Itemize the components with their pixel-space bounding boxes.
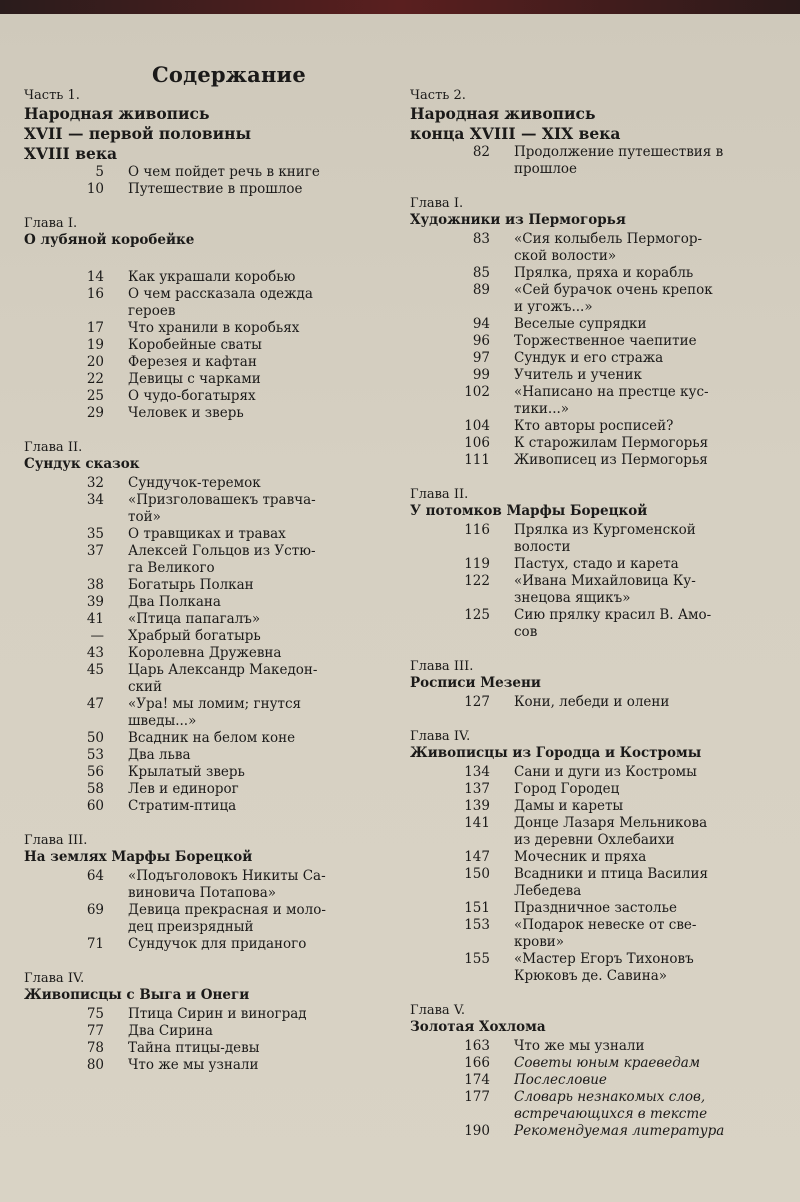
toc-entry-title: Что же мы узнали xyxy=(128,1057,259,1073)
chapter-title: На землях Марфы Борецкой xyxy=(24,849,253,865)
toc-page-number: 166 xyxy=(464,1055,490,1071)
toc-entry-title: Всадник на белом коне xyxy=(128,730,296,746)
toc-page-number: 58 xyxy=(86,781,104,797)
toc-entry xyxy=(24,1057,399,1074)
toc-page-number: 39 xyxy=(86,594,104,610)
chapter-title: О лубяной коробейке xyxy=(24,232,195,248)
toc-entry-title: Крылатый зверь xyxy=(128,764,245,780)
toc-page-number: 71 xyxy=(86,936,104,952)
toc-entry xyxy=(410,556,785,573)
toc-entry-title: Человек и зверь xyxy=(128,405,244,421)
toc-entry xyxy=(410,1038,785,1055)
chapter-title: Живописцы с Выга и Онеги xyxy=(24,987,250,1003)
toc-entry xyxy=(410,1055,785,1072)
toc-page-number: 174 xyxy=(464,1072,490,1088)
toc-entry-title: «Подъголовокъ Никиты Са- виновича Потапова» xyxy=(128,868,326,901)
left-column xyxy=(24,88,399,1074)
toc-page-number: 96 xyxy=(472,333,490,349)
toc-page-number: 60 xyxy=(86,798,104,814)
toc-entry xyxy=(410,900,785,917)
toc-entry xyxy=(24,730,399,747)
toc-page-number: 5 xyxy=(95,164,104,180)
toc-entry-title: «Птица папагалъ» xyxy=(128,611,261,627)
toc-entry xyxy=(24,164,399,181)
toc-page-number: 19 xyxy=(86,337,104,353)
toc-entry xyxy=(24,337,399,354)
toc-page-number: 111 xyxy=(464,452,490,468)
toc-page-number: 122 xyxy=(464,573,490,589)
toc-entry-title: О чем рассказала одежда героев xyxy=(128,286,313,319)
toc-entry-title: «Написано на престце кус- тики...» xyxy=(514,384,709,417)
toc-page-number: 85 xyxy=(472,265,490,281)
chapter-section xyxy=(410,196,785,469)
toc-entry-title: «Сия колыбель Пермогор- ской волости» xyxy=(514,231,703,264)
chapter-label: Глава III. xyxy=(410,659,474,674)
toc-entry xyxy=(410,849,785,866)
chapter-section xyxy=(24,440,399,815)
toc-entry xyxy=(24,868,399,902)
toc-page-number: 64 xyxy=(86,868,104,884)
toc-entry xyxy=(24,371,399,388)
toc-entry-title: Город Городец xyxy=(514,781,620,797)
toc-entry-title: «Призголовашекъ травча- той» xyxy=(128,492,316,525)
toc-page-number: 34 xyxy=(86,492,104,508)
chapter-label: Глава V. xyxy=(410,1003,466,1018)
toc-entry-title: Прялка, пряха и корабль xyxy=(514,265,694,281)
toc-entry-title: Прялка из Кургоменской волости xyxy=(514,522,696,555)
toc-entry-title: Всадники и птица Василия Лебедева xyxy=(514,866,708,899)
chapter-section xyxy=(24,216,399,422)
toc-entry-title: Коробейные сваты xyxy=(128,337,262,353)
toc-page-number: 83 xyxy=(472,231,490,247)
toc-entry-title: Путешествие в прошлое xyxy=(128,181,303,197)
toc-entry-title: Царь Александр Македон- ский xyxy=(128,662,318,695)
toc-entry xyxy=(410,573,785,607)
chapter-title: Сундук сказок xyxy=(24,456,140,472)
toc-entry-title: О чудо-богатырях xyxy=(128,388,256,404)
toc-page-number: 25 xyxy=(86,388,104,404)
chapter-label: Глава I. xyxy=(410,196,464,211)
toc-entry-title: Птица Сирин и виноград xyxy=(128,1006,307,1022)
toc-entry-title: Торжественное чаепитие xyxy=(514,333,697,349)
toc-page-number: 38 xyxy=(86,577,104,593)
toc-page-number: 151 xyxy=(464,900,490,916)
chapter-label: Глава II. xyxy=(410,487,469,502)
toc-page-number: 104 xyxy=(464,418,490,434)
spacer xyxy=(24,251,399,269)
chapter-section xyxy=(410,729,785,985)
toc-entry xyxy=(24,662,399,696)
toc-entry xyxy=(410,144,785,178)
toc-entry xyxy=(410,350,785,367)
toc-entry xyxy=(24,594,399,611)
toc-entry-title: Кони, лебеди и олени xyxy=(514,694,670,710)
toc-entry-title: Два льва xyxy=(128,747,191,763)
toc-page-number: 14 xyxy=(86,269,104,285)
toc-entry xyxy=(24,181,399,198)
toc-entry xyxy=(24,645,399,662)
toc-page-number: 82 xyxy=(472,144,490,160)
toc-page-number: 99 xyxy=(472,367,490,383)
toc-entry xyxy=(24,1040,399,1057)
toc-entry xyxy=(24,354,399,371)
toc-page-number: 190 xyxy=(464,1123,490,1139)
toc-entry xyxy=(410,231,785,265)
toc-entry xyxy=(410,367,785,384)
toc-page-number: 16 xyxy=(86,286,104,302)
toc-entry-title: Стратим-птица xyxy=(128,798,237,814)
chapter-label: Глава II. xyxy=(24,440,83,455)
toc-page-number: 147 xyxy=(464,849,490,865)
toc-entry-title: Алексей Гольцов из Устю- га Великого xyxy=(128,543,316,576)
toc-page-number: 47 xyxy=(86,696,104,712)
toc-entry xyxy=(24,269,399,286)
toc-entry-title: «Ура! мы ломим; гнутся шведы...» xyxy=(128,696,302,729)
toc-entry-title: Королевна Дружевна xyxy=(128,645,282,661)
toc-entry xyxy=(24,475,399,492)
toc-entry xyxy=(24,543,399,577)
toc-entry xyxy=(24,320,399,337)
chapter-label: Глава IV. xyxy=(24,971,85,986)
toc-entry-title: Праздничное застолье xyxy=(514,900,677,916)
toc-entry xyxy=(24,628,399,645)
toc-entry-title: Сундучок для приданого xyxy=(128,936,307,952)
toc-entry xyxy=(410,764,785,781)
chapter-label: Глава IV. xyxy=(410,729,471,744)
toc-entry-title: Живописец из Пермогорья xyxy=(514,452,708,468)
toc-entry xyxy=(410,781,785,798)
toc-entry-title: Учитель и ученик xyxy=(514,367,642,383)
toc-entry-title: Словарь незнакомых слов, встречающихся в тексте xyxy=(514,1089,708,1122)
chapter-title: Золотая Хохлома xyxy=(410,1019,546,1035)
toc-page-number: 141 xyxy=(464,815,490,831)
toc-page-number: 177 xyxy=(464,1089,490,1105)
toc-entry-title: Мочесник и пряха xyxy=(514,849,647,865)
toc-entry xyxy=(410,282,785,316)
toc-page-number: 22 xyxy=(86,371,104,387)
toc-entry-title: «Сей бурачок очень крепок и угожъ...» xyxy=(514,282,713,315)
part-label: Часть 1. xyxy=(24,88,80,103)
toc-entry xyxy=(24,492,399,526)
toc-page-number: 45 xyxy=(86,662,104,678)
toc-page-number: 89 xyxy=(472,282,490,298)
toc-entry-title: Дамы и кареты xyxy=(514,798,624,814)
chapter-section xyxy=(24,971,399,1074)
toc-entry-title: Донце Лазаря Мельникова из деревни Охлебаихи xyxy=(514,815,708,848)
part-title: Народная живопись XVII — первой половины XVIII века xyxy=(24,104,251,163)
toc-entry-title: О чем пойдет речь в книге xyxy=(128,164,320,180)
toc-entry-title: Девицы с чарками xyxy=(128,371,261,387)
toc-page-number: 155 xyxy=(464,951,490,967)
toc-entry xyxy=(24,936,399,953)
toc-page-number: 125 xyxy=(464,607,490,623)
toc-page-number: 20 xyxy=(86,354,104,370)
toc-entry-title: Тайна птицы-девы xyxy=(128,1040,260,1056)
toc-page-number: 137 xyxy=(464,781,490,797)
toc-entry xyxy=(410,1072,785,1089)
toc-page-number: 94 xyxy=(472,316,490,332)
toc-entry xyxy=(410,316,785,333)
toc-entry xyxy=(24,696,399,730)
toc-entry xyxy=(24,1023,399,1040)
chapter-title: Живописцы из Городца и Костромы xyxy=(410,745,702,761)
toc-entry xyxy=(24,1006,399,1023)
toc-entry-title: Рекомендуемая литература xyxy=(514,1123,725,1139)
toc-entry xyxy=(410,1089,785,1123)
part-label: Часть 2. xyxy=(410,88,466,103)
toc-page-number: 139 xyxy=(464,798,490,814)
chapter-label: Глава I. xyxy=(24,216,78,231)
toc-entry xyxy=(410,951,785,985)
toc-entry-title: Что хранили в коробьях xyxy=(128,320,300,336)
toc-page-number: 77 xyxy=(86,1023,104,1039)
toc-page-number: 163 xyxy=(464,1038,490,1054)
toc-page-number: 75 xyxy=(86,1006,104,1022)
chapter-section xyxy=(410,659,785,711)
part-heading xyxy=(24,88,399,164)
toc-entry-title: Сию прялку красил В. Амо- сов xyxy=(514,607,712,640)
toc-entry-title: Советы юным краеведам xyxy=(514,1055,701,1071)
toc-entry xyxy=(24,405,399,422)
toc-entry-title: Богатырь Полкан xyxy=(128,577,254,593)
toc-page-number: 41 xyxy=(86,611,104,627)
toc-page-number: 119 xyxy=(464,556,490,572)
toc-entry xyxy=(410,798,785,815)
toc-entry xyxy=(24,781,399,798)
toc-entry xyxy=(24,526,399,543)
chapter-label: Глава III. xyxy=(24,833,88,848)
toc-page-number: 102 xyxy=(464,384,490,400)
toc-entry xyxy=(410,607,785,641)
toc-page-number: 56 xyxy=(86,764,104,780)
toc-page-number: 150 xyxy=(464,866,490,882)
toc-page-number: 10 xyxy=(86,181,104,197)
toc-entry-title: Веселые супрядки xyxy=(514,316,647,332)
toc-page-number: 127 xyxy=(464,694,490,710)
toc-entry-title: Послесловие xyxy=(514,1072,607,1088)
toc-entry xyxy=(24,611,399,628)
toc-entry xyxy=(410,917,785,951)
toc-page-number: 69 xyxy=(86,902,104,918)
toc-entry-title: Храбрый богатырь xyxy=(128,628,261,644)
toc-entry xyxy=(24,577,399,594)
toc-page-number: 80 xyxy=(86,1057,104,1073)
toc-page-number: 106 xyxy=(464,435,490,451)
toc-page-number: — xyxy=(90,628,104,644)
chapter-title: Художники из Пермогорья xyxy=(410,212,626,228)
chapter-title: У потомков Марфы Борецкой xyxy=(410,503,648,519)
toc-entry-title: О травщиках и травах xyxy=(128,526,286,542)
toc-entry xyxy=(24,388,399,405)
toc-page-number: 97 xyxy=(472,350,490,366)
toc-page-number: 78 xyxy=(86,1040,104,1056)
toc-page-number: 134 xyxy=(464,764,490,780)
chapter-section xyxy=(24,833,399,953)
toc-entry-title: Сундучок-теремок xyxy=(128,475,261,491)
book-edge xyxy=(0,0,800,14)
toc-entry xyxy=(24,747,399,764)
toc-entry-title: К старожилам Пермогорья xyxy=(514,435,709,451)
toc-entry-title: Лев и единорог xyxy=(128,781,239,797)
toc-page-number: 29 xyxy=(86,405,104,421)
toc-entry xyxy=(410,333,785,350)
toc-entry-title: «Мастер Егоръ Тихоновъ Крюковъ де. Савина» xyxy=(514,951,694,984)
toc-entry-title: «Ивана Михайловица Ку- знецова ящикъ» xyxy=(514,573,696,606)
toc-entry xyxy=(24,286,399,320)
toc-page-number: 50 xyxy=(86,730,104,746)
toc-entry xyxy=(410,452,785,469)
page-title: Содержание xyxy=(152,62,306,87)
toc-page-number: 53 xyxy=(86,747,104,763)
toc-page-number: 35 xyxy=(86,526,104,542)
toc-entry-title: Как украшали коробью xyxy=(128,269,296,285)
toc-page-number: 37 xyxy=(86,543,104,559)
part-title: Народная живопись конца XVIII — XIX века xyxy=(410,104,621,143)
toc-entry xyxy=(410,815,785,849)
toc-entry xyxy=(410,265,785,282)
toc-entry xyxy=(24,764,399,781)
toc-entry-title: Кто авторы росписей? xyxy=(514,418,674,434)
toc-page-number: 43 xyxy=(86,645,104,661)
toc-entry xyxy=(410,522,785,556)
toc-entry-title: Два Сирина xyxy=(128,1023,213,1039)
chapter-title: Росписи Мезени xyxy=(410,675,541,691)
toc-entry-title: Что же мы узнали xyxy=(514,1038,645,1054)
toc-page-number: 17 xyxy=(86,320,104,336)
toc-entry xyxy=(410,866,785,900)
toc-entry-title: Пастух, стадо и карета xyxy=(514,556,679,572)
toc-entry-title: «Подарок невеске от све- крови» xyxy=(514,917,697,950)
chapter-section xyxy=(410,1003,785,1140)
toc-entry-title: Девица прекрасная и моло- дец преизрядный xyxy=(128,902,326,935)
toc-entry xyxy=(410,384,785,418)
toc-page-number: 153 xyxy=(464,917,490,933)
toc-entry xyxy=(24,902,399,936)
toc-entry xyxy=(410,1123,785,1140)
toc-entry xyxy=(410,418,785,435)
chapter-section xyxy=(410,487,785,641)
toc-entry xyxy=(24,798,399,815)
toc-page-number: 116 xyxy=(464,522,490,538)
toc-entry xyxy=(410,694,785,711)
toc-entry-title: Ферезея и кафтан xyxy=(128,354,257,370)
right-column xyxy=(410,88,785,1140)
toc-entry-title: Два Полкана xyxy=(128,594,221,610)
part-heading xyxy=(410,88,785,144)
toc-entry-title: Продолжение путешествия в прошлое xyxy=(514,144,724,177)
toc-page-number: 32 xyxy=(86,475,104,491)
toc-entry xyxy=(410,435,785,452)
toc-entry-title: Сундук и его стража xyxy=(514,350,664,366)
toc-entry-title: Сани и дуги из Костромы xyxy=(514,764,697,780)
